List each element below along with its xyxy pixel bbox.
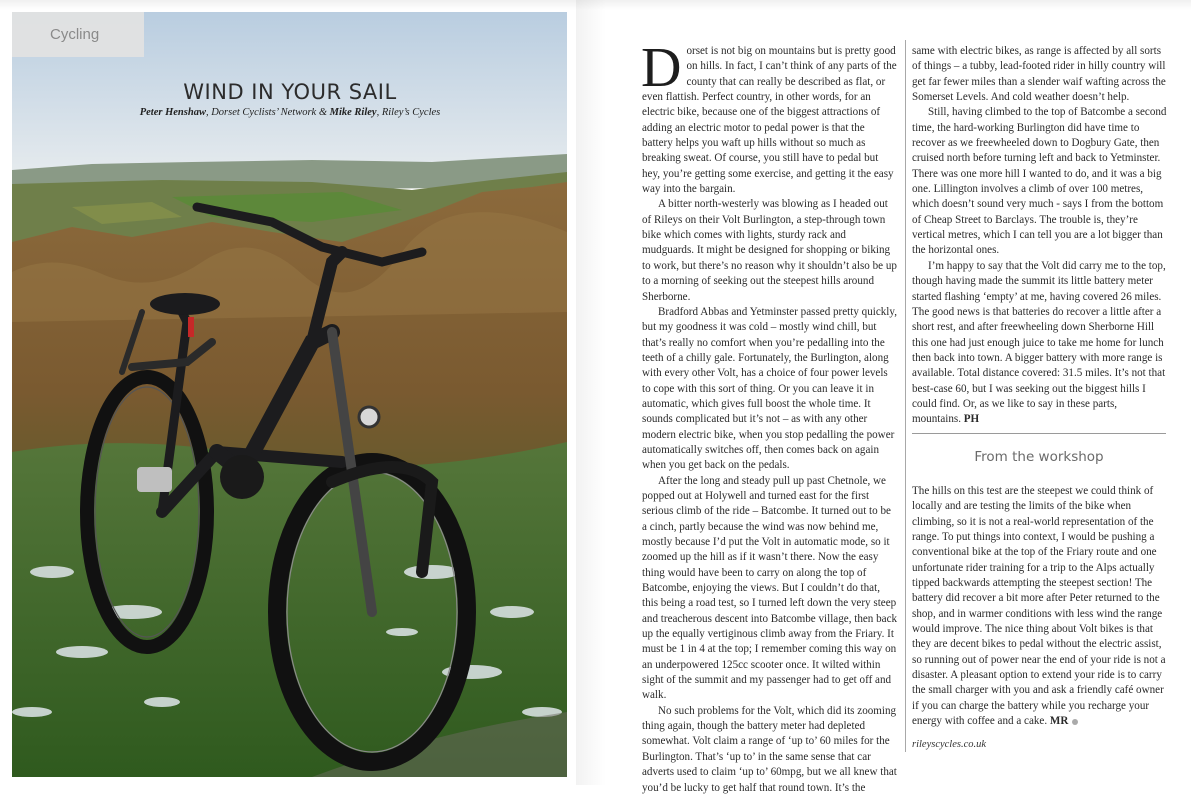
author-1: Peter Henshaw <box>139 107 206 118</box>
page-spine-shadow <box>576 0 606 785</box>
section-tab <box>12 12 144 57</box>
author-1-org: , Dorset Cyclists’ Network & <box>205 107 330 118</box>
signoff-ph: PH <box>963 413 980 426</box>
article-paragraph-4: After the long and steady pull up past Chetnole, we popped out at Holywell and turned east for the first serious climb of the ride – Batcombe. It turned out to be a cinch, partly because the wind was now behind me, mostly because I’d put the Volt in automatic mode, so it zoomed up the hill as if it wasn’t there. Now the easy thing would have been to carry on along the top of Batcombe, enjoying the views. But I couldn’t do that, this being a road test, so I turned left down the very steep and treacherous descent into Batcombe village, then back up the equally vertiginous climb away from the Friary. It must be 1 in 4 at the top; I remember coming this way on an underpowered 125cc scooter once. It wilted within sight of the summit and my passenger had to get off and walk. <box>642 474 898 702</box>
article-paragraph-6: same with electric bikes, as range is affected by all sorts of things – a tubby, lead-footed rider in hilly country will get far fewer miles than a slender waif wafting across the Somerset Levels. And cold weather doesn’t help. <box>912 45 1166 104</box>
article-paragraph-1 <box>641 37 898 197</box>
article-byline <box>60 107 520 118</box>
article-headline: WIND IN YOUR SAIL <box>183 80 397 104</box>
article-column-2 <box>912 44 1168 428</box>
article-paragraph-8 <box>912 259 1168 428</box>
website-link[interactable]: rileyscycles.co.uk <box>912 739 987 750</box>
workshop-text: The hills on this test are the steepest we could think of locally and are testing the limits of the bike when climbing, so it is not a real-world representation of the range. To put things into context, I would be pushing a conventional bike at the top of the Friary route and one unfortunate rider training for a trip to the Alps actually tipped backwards attempting the steepest section! The battery did recover a bit more after Peter returned to the shop, and in warmer conditions with less wind the range would improve. The nice thing about Volt bikes is that they are decent bikes to pedal without the electric assist, so running out of power near the end of your ride is not a disaster. A pleasant option to extend your ride is to carry the small charger with you and ask a friendly café owner if you can charge the battery while you recharge your energy with coffee and a cake. <box>912 485 1166 728</box>
workshop-divider <box>912 433 1166 434</box>
workshop-paragraph <box>912 484 1168 730</box>
signoff-mr: MR <box>1049 715 1069 728</box>
top-shadow <box>0 0 1191 10</box>
article-paragraph-7: Still, having climbed to the top of Batcombe a second time, the hard-working Burlington did have time to recover as we freewheeled down to Dogbury Gate, then cruised north before turning left and back to Yetminster. There was one more hill I wanted to do, and it was a big one. Lillington involves a climb of over 100 metres, which doesn’t sound very much - says I from the bottom of Cheap Street to Barclays. The trouble is, they’re vertical metres, which I can tell you are a lot bigger than the horizontal ones. <box>912 106 1167 257</box>
photo-saddle <box>150 293 220 315</box>
author-2: Mike Riley <box>329 107 377 118</box>
bike-photo <box>12 12 567 777</box>
article-column-1 <box>641 37 898 796</box>
article-paragraph-2: A bitter north-westerly was blowing as I headed out of Rileys on their Volt Burlington, a step-through town bike which comes with lights, sturdy rack and mudguards. It might be designed for shopping or biking to work, but there’s no reason why it shouldn’t also be up to a morning of seeking out the steepest hills around Sherborne. <box>642 198 897 303</box>
section-label: Cycling <box>50 26 100 43</box>
end-mark-icon <box>1072 719 1078 725</box>
article-paragraph-8-text: I’m happy to say that the Volt did carry me to the top, though having made the summit its little battery meter started flashing ‘empty’ at me, having covered 26 miles. The good news is that batteries do recover a little after a short rest, and after freewheeling down Sherborne Hill this one had just enough juice to take me home for lunch then back into town. A bigger battery with more range is available. Total distance covered: 31.5 miles. It’s not that best-case 60, but I was seeking out the biggest hills I could find. Or, as we like to say in these parts, mountains. <box>912 259 1166 426</box>
article-paragraph-1-text: orset is not big on mountains but is pretty good on hills. In fact, I can’t think of any parts of the county that can really be described as flat, or even flattish. Perfect country, in other words, for an electric bike, because one of the biggest attractions of adding an electric motor to pedal power is that the battery helps you waft up hills without so much as breaking sweat. Of course, you still have to pedal but hey, you’re getting some exercise, and getting it the easy way into the bargain. <box>642 45 897 196</box>
workshop-heading: From the workshop <box>974 449 1104 465</box>
drop-cap: D <box>641 37 682 99</box>
article-paragraph-5: No such problems for the Volt, which did its zooming thing again, though the battery meter had depleted somewhat. Volt claim a range of ‘up to’ 60 miles for the Burlington. That’s ‘up to’ in the same sense that car adverts used to claim ‘up to’ 60mpg, but we all knew that you’d be lucky to get half that round town. It’s the <box>642 704 897 794</box>
author-2-org: , Riley’s Cycles <box>376 107 441 118</box>
article-paragraph-3: Bradford Abbas and Yetminster passed pretty quickly, but my goodness it was cold – mostly wind chill, but that’s really no comfort when you’re pedalling into the teeth of a chilly gale. Fortunately, the Burlington, along with every other Volt, has a choice of four power levels to cope with this sort of thing. Or you can leave it in automatic, which gives full boost the whole time. It sounds complicated but it’s not – as with any other modern electric bike, when you stop pedalling the power automatically switches off, then comes back on again when you get back on the pedals. <box>642 305 897 472</box>
workshop-box <box>912 484 1168 730</box>
column-divider <box>905 40 906 752</box>
